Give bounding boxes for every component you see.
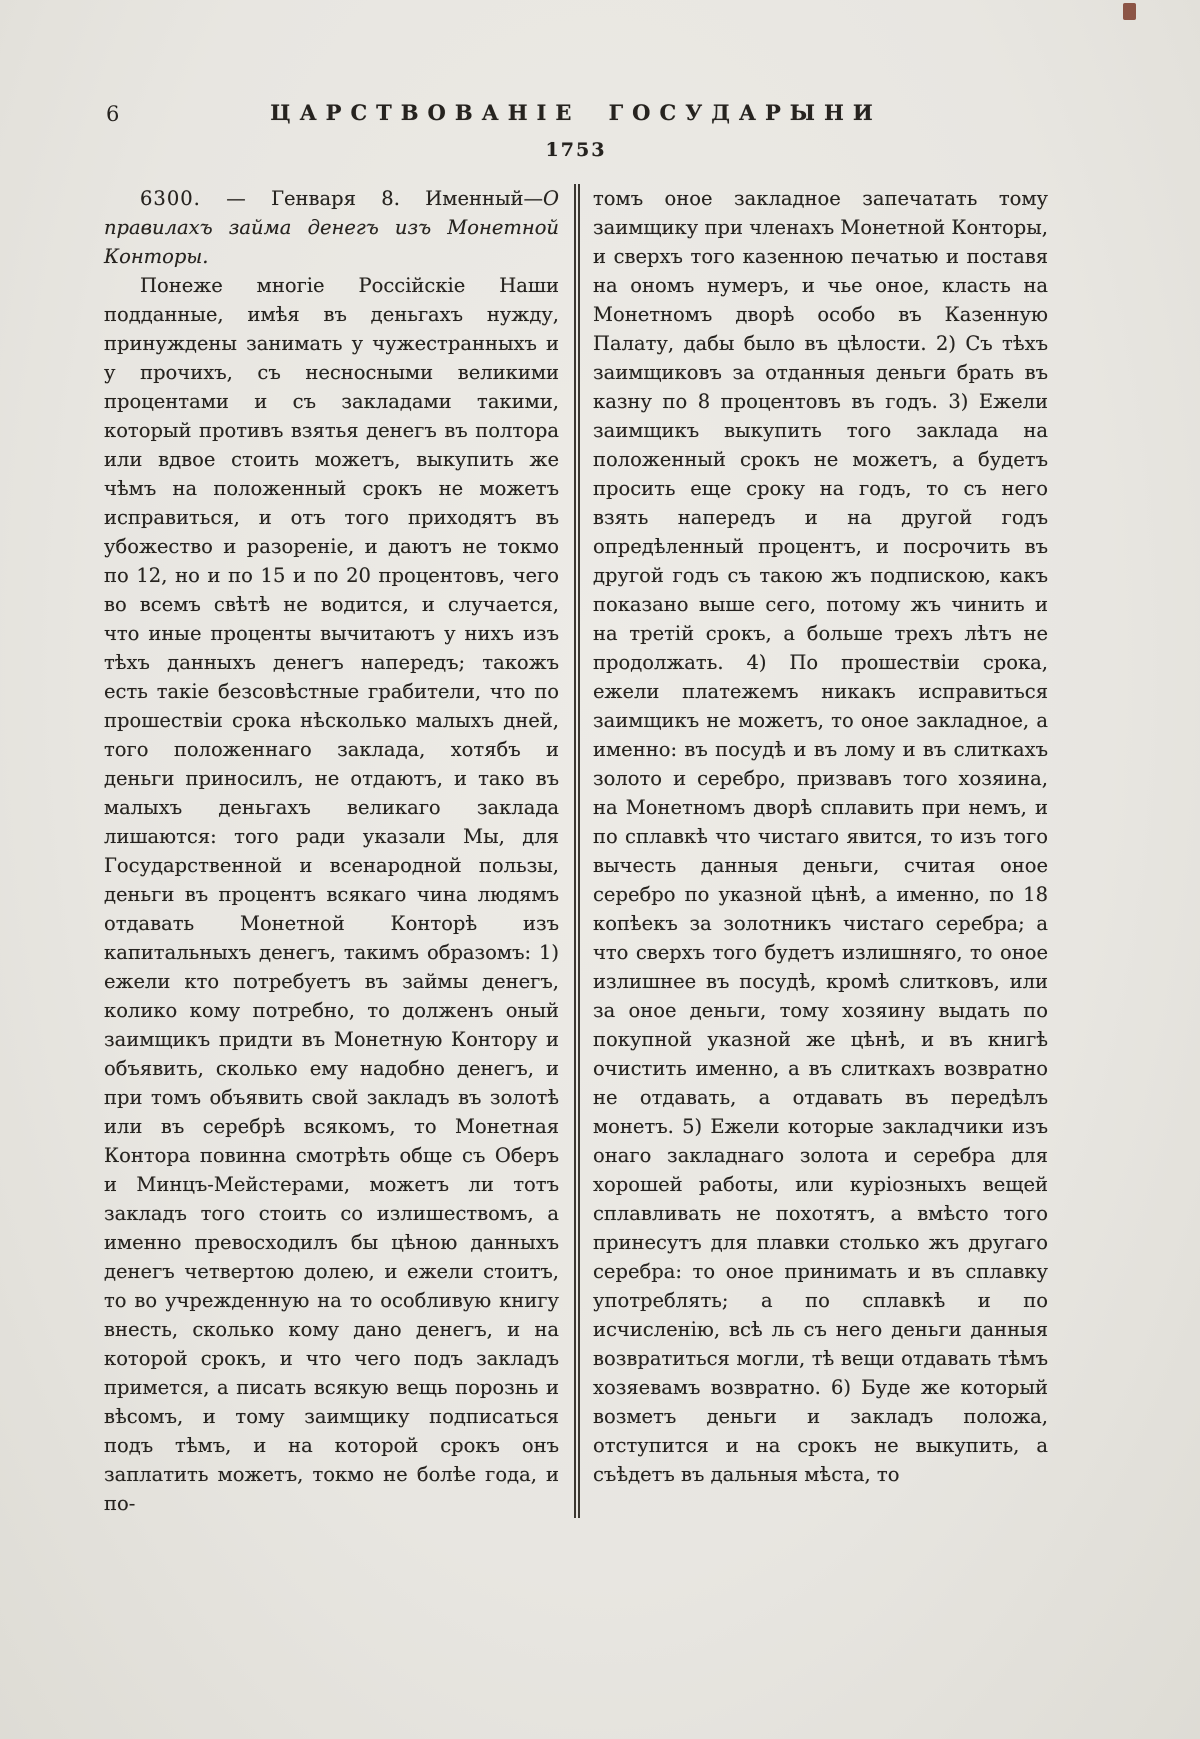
entry-intro: — Генваря 8. Именный— xyxy=(200,187,543,210)
entry-number: 6300. xyxy=(140,187,201,210)
right-column-text: томъ оное закладное запечатать тому заимщику при членахъ Монетной Конторы, и сверхъ того казенною печатью и поставя на ономъ нумеръ, и чье оное, класть на Монетномъ дворѣ особо въ Казенную Палату, дабы было въ цѣлости. 2) Съ тѣхъ заимщиковъ за отданныя деньги брать въ казну по 8 процентовъ въ годъ. 3) Ежели заимщикъ выкупить того заклада на положенный срокъ не можетъ, а будетъ просить еще сроку на годъ, то съ него взять напередъ и на другой годъ опредѣленный процентъ, и посрочить въ другой годъ съ такою жъ подпискою, какъ показано выше сего, потому жъ чинить и на третій срокъ, а больше трехъ лѣтъ не продолжать. 4) По прошествіи срока, ежели платежемъ никакъ исправиться заимщикъ не можетъ, то оное закладное, а именно: въ посудѣ и въ лому и въ слиткахъ золото и серебро, призвавъ того хозяина, на Монетномъ дворѣ сплавить при немъ, и по сплавкѣ что чистаго явится, то изъ того вычесть данныя деньги, считая оное серебро по указной цѣнѣ, а именно, по 18 копѣекъ за золотникъ чистаго серебра; а что сверхъ того будетъ излишняго, то оное излишнее въ посудѣ, кромѣ слитковъ, или за оное деньги, тому хозяину выдать по покупной указной же цѣнѣ, и въ книгѣ очистить именно, а въ слиткахъ возвратно не отдавать, а отдавать въ передѣлъ монетъ. 5) Ежели которые закладчики изъ онаго закладнаго золота и серебра для хорошей работы, или куріозныхъ вещей сплавливать не похотятъ, а вмѣсто того принесутъ для плавки столько жъ другаго серебра: то оное принимать и въ сплавку употреблять; а по сплавкѣ и по исчисленію, всѣ ль съ него деньги данныя возвратиться могли, тѣ вещи отдавать тѣмъ хозяевамъ возвратно. 6) Буде же который возметъ деньги и закладъ положа, отступится и на срокъ не выкупить, а съѣдетъ въ дальныя мѣста, то xyxy=(593,187,1048,1486)
right-column xyxy=(593,184,1048,1518)
page-number: 6 xyxy=(106,102,120,126)
page-header xyxy=(104,100,1048,134)
scan-artifact-mark xyxy=(1123,3,1136,20)
entry-title: О правилахъ займа денегъ изъ Монетной Конторы. xyxy=(104,187,559,268)
left-column xyxy=(104,184,559,1518)
text-columns xyxy=(104,184,1048,1518)
column-divider-rule xyxy=(574,184,580,1518)
left-column-text: Понеже многіе Россійскіе Наши подданные, имѣя въ деньгахъ нужду, принуждены занимать у чужестранныхъ и у прочихъ, съ несносными великими процентами и съ закладами такими, который противъ взятья денегъ въ полтора или вдвое стоить можетъ, выкупить же чѣмъ на положенный срокъ не можетъ исправиться, и отъ того приходятъ въ убожество и разореніе, и даютъ не токмо по 12, но и по 15 и по 20 процентовъ, чего во всемъ свѣтѣ не водится, и случается, что иные проценты вычитаютъ у нихъ изъ тѣхъ данныхъ денегъ напередъ; такожъ есть такіе безсовѣстные грабители, что по прошествіи срока нѣсколько малыхъ дней, того положеннаго заклада, хотябъ и деньги приносилъ, не отдаютъ, и тако въ малыхъ деньгахъ великаго заклада лишаются: того ради указали Мы, для Государственной и всенародной пользы, деньги въ процентъ всякаго чина людямъ отдавать Монетной Конторѣ изъ капитальныхъ денегъ, такимъ образомъ: 1) ежели кто потребуетъ въ займы денегъ, колико кому потребно, то долженъ оный заимщикъ придти въ Монетную Контору и объявить, сколько ему надобно денегъ, и при томъ объявить свой закладъ въ золотѣ или въ серебрѣ всякомъ, то Монетная Контора повинна смотрѣть обще съ Оберъ и Минцъ-Мейстерами, можетъ ли тотъ закладъ того стоить со излишествомъ, а именно превосходилъ бы цѣною данныхъ денегъ четвертою долею, и ежели стоитъ, то во учрежденную на то особливую книгу внесть, сколько кому дано денегъ, и на которой срокъ, и что чего подъ закладъ примется, а писать всякую вещь порознь и вѣсомъ, и тому заимщику подписаться подъ тѣмъ, и на которой срокъ онъ заплатить можетъ, токмо не болѣе года, и по- xyxy=(104,274,559,1515)
running-title: ЦАРСТВОВАНІЕ ГОСУДАРЫНИ xyxy=(270,100,882,125)
entry-heading xyxy=(104,184,559,271)
year-heading: 1753 xyxy=(545,139,607,161)
